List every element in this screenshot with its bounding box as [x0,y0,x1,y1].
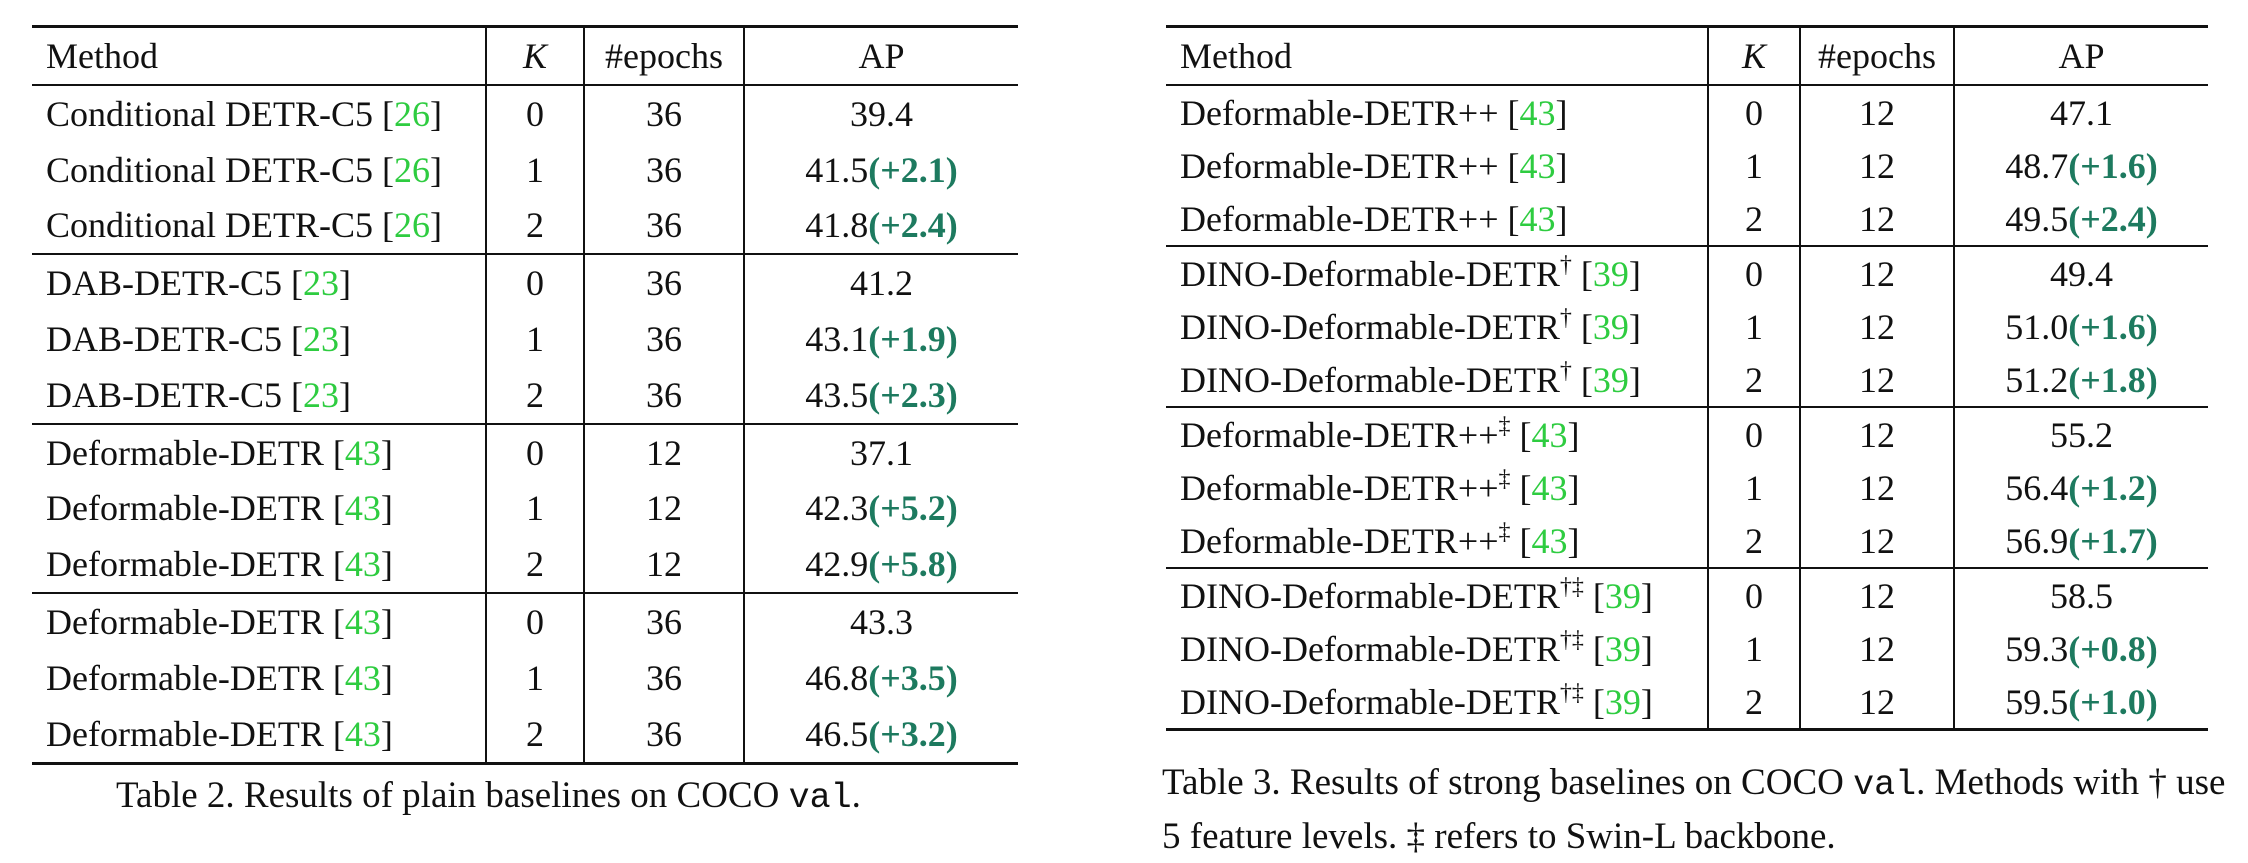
method-name: DINO-Deformable-DETR [1180,359,1560,400]
table-row [1166,461,2208,514]
caption-text: Table 2. Results of plain baselines on COCO [116,775,789,816]
k-cell: 2 [486,367,584,424]
ap-cell [744,85,1018,142]
table-2-caption [116,770,1016,824]
method-name: Deformable-DETR [46,657,324,698]
method-cell: DINO-Deformable-DETR† [39] [1166,246,1708,300]
ap-value: 42.3 [805,488,869,529]
k-cell: 0 [486,85,584,142]
method-cell: Deformable-DETR [43] [46,488,393,529]
caption-code: val [1853,765,1917,805]
epochs-cell: 36 [584,85,744,142]
ap-gain: (+2.4) [868,205,958,246]
caption-text: Table 3. Results of strong baselines on COCO [1162,762,1854,803]
method-cell: Deformable-DETR [43] [32,424,486,481]
method-name: DAB-DETR-C5 [46,374,282,415]
k-cell: 2 [486,198,584,255]
table-header-row [1166,27,2208,86]
ap-cell [744,481,1018,537]
citation-link: 43 [344,488,381,529]
table-row [32,367,1018,424]
ap-cell [1954,461,2208,514]
citation-link: 26 [394,93,430,134]
method-name: DINO-Deformable-DETR [1180,306,1560,347]
citation-link: 39 [1604,628,1641,669]
table-3-caption [1162,757,2248,863]
ap-cell [744,142,1018,198]
table-row [1166,192,2208,246]
ap-gain: (+1.8) [2068,359,2158,400]
table-row [32,311,1018,367]
method-cell: DINO-Deformable-DETR†‡ [39] [1180,626,1653,669]
ap-cell [1954,514,2208,568]
k-cell: 0 [486,424,584,481]
k-cell: 1 [486,481,584,537]
method-name: Deformable-DETR++ [1180,520,1499,561]
epochs-cell: 12 [1800,622,1954,675]
method-name: Deformable-DETR [46,432,324,473]
method-cell: DINO-Deformable-DETR†‡ [39] [1166,675,1708,730]
header-epochs: #epochs [584,27,744,86]
ap-value: 55.2 [2050,414,2113,455]
ap-gain: (+1.0) [2068,681,2158,722]
table-3 [1166,25,2208,731]
caption-text-end: . [851,775,861,816]
method-cell: Deformable-DETR++ [43] [1180,145,1568,186]
ap-cell [1954,246,2208,300]
ap-value: 43.1 [805,319,869,360]
table-row [32,424,1018,481]
ap-cell [744,593,1018,650]
k-cell: 2 [1708,192,1800,246]
k-cell: 0 [486,593,584,650]
ap-gain: (+2.3) [868,374,958,415]
ap-cell [744,650,1018,706]
ap-cell [1954,300,2208,353]
k-cell: 1 [486,311,584,367]
k-cell: 2 [486,706,584,763]
epochs-cell: 12 [1800,407,1954,461]
ap-value: 49.5 [2005,198,2069,239]
method-footnote-mark: † [1559,357,1572,384]
ap-value: 43.5 [805,374,869,415]
citation-link: 43 [1519,145,1556,186]
k-cell: 0 [486,254,584,311]
citation-link: 43 [1531,520,1568,561]
method-name: Deformable-DETR [46,544,324,585]
citation-link: 39 [1604,681,1641,722]
table-row [1166,675,2208,730]
citation-link: 23 [303,374,339,415]
method-cell: Deformable-DETR++‡ [43] [1180,465,1580,508]
ap-value: 41.8 [805,205,869,246]
k-cell: 0 [1708,246,1800,300]
citation-link: 43 [344,713,381,754]
ap-value: 56.4 [2005,467,2069,508]
method-name: Deformable-DETR [46,602,324,643]
header-epochs: #epochs [1800,27,1954,86]
ap-cell [1954,192,2208,246]
ap-gain: (+2.1) [868,149,958,190]
citation-link: 43 [344,657,381,698]
ap-cell [1954,407,2208,461]
ap-cell [1954,139,2208,192]
citation-link: 39 [1592,306,1629,347]
table-row [32,650,1018,706]
table-group [1166,85,2208,246]
k-cell: 2 [486,536,584,593]
ap-gain: (+5.8) [868,544,958,585]
citation-link: 39 [1592,359,1629,400]
table-row [1166,353,2208,407]
ap-value: 39.4 [850,93,913,134]
ap-gain: (+5.2) [868,488,958,529]
ap-cell [744,198,1018,255]
ap-cell [1954,622,2208,675]
table-row [1166,514,2208,568]
method-footnote-mark: † [1559,304,1572,331]
epochs-cell: 12 [1800,461,1954,514]
ap-gain: (+0.8) [2068,628,2158,669]
ap-value: 41.2 [850,263,913,304]
k-cell: 1 [486,650,584,706]
epochs-cell: 36 [584,706,744,763]
method-cell: Deformable-DETR++‡ [43] [1180,518,1580,561]
table-row [32,198,1018,255]
method-name: Deformable-DETR [46,488,324,529]
citation-link: 43 [344,544,381,585]
method-footnote-mark: †‡ [1559,626,1584,653]
ap-cell [744,367,1018,424]
ap-cell [744,311,1018,367]
ap-value: 51.0 [2005,306,2069,347]
method-cell: DAB-DETR-C5 [23] [32,254,486,311]
citation-link: 43 [344,432,381,473]
table-group [32,85,1018,254]
header-k: K [1708,27,1800,86]
citation-link: 43 [1519,198,1556,239]
ap-gain: (+1.6) [2068,145,2158,186]
table-row [1166,300,2208,353]
table-row [32,593,1018,650]
method-footnote-mark: † [1559,251,1572,278]
k-cell: 1 [1708,300,1800,353]
method-name: Conditional DETR-C5 [46,93,373,134]
table-row [1166,568,2208,622]
k-cell: 0 [1708,568,1800,622]
ap-value: 59.3 [2005,628,2069,669]
table-row [32,85,1018,142]
k-cell: 2 [1708,514,1800,568]
method-cell: DAB-DETR-C5 [23] [46,319,351,360]
ap-gain: (+2.4) [2068,198,2158,239]
ap-gain: (+3.2) [868,713,958,754]
citation-link: 43 [1531,467,1568,508]
method-name: DINO-Deformable-DETR [1180,253,1560,294]
header-ap: AP [1954,27,2208,86]
k-cell: 0 [1708,407,1800,461]
method-footnote-mark: ‡ [1498,518,1511,545]
method-name: DAB-DETR-C5 [46,263,282,304]
method-cell: Deformable-DETR [43] [46,657,393,698]
method-name: DINO-Deformable-DETR [1180,575,1560,616]
method-cell: DINO-Deformable-DETR† [39] [1180,304,1641,347]
epochs-cell: 36 [584,311,744,367]
method-cell: Deformable-DETR [43] [46,544,393,585]
ap-value: 58.5 [2050,575,2113,616]
epochs-cell: 12 [1800,246,1954,300]
ap-gain: (+1.9) [868,319,958,360]
epochs-cell: 12 [1800,139,1954,192]
table-row [1166,85,2208,139]
method-cell: Deformable-DETR++‡ [43] [1166,407,1708,461]
method-name: DINO-Deformable-DETR [1180,681,1560,722]
ap-value: 48.7 [2005,145,2069,186]
k-cell: 0 [1708,85,1800,139]
ap-value: 41.5 [805,149,869,190]
epochs-cell: 12 [584,536,744,593]
ap-value: 46.5 [805,713,869,754]
citation-link: 43 [1519,92,1556,133]
citation-link: 39 [1592,253,1629,294]
citation-link: 26 [394,149,430,190]
k-cell: 1 [1708,622,1800,675]
ap-gain: (+1.6) [2068,306,2158,347]
method-name: Deformable-DETR++ [1180,414,1499,455]
table-group [32,593,1018,763]
header-method: Method [1166,27,1708,86]
table-row [32,706,1018,763]
method-name: Conditional DETR-C5 [46,149,373,190]
ap-value: 59.5 [2005,681,2069,722]
method-name: DAB-DETR-C5 [46,319,282,360]
ap-cell [1954,568,2208,622]
method-name: Deformable-DETR++ [1180,145,1499,186]
ap-value: 43.3 [850,602,913,643]
method-cell: Conditional DETR-C5 [26] [46,93,442,134]
table-group [32,254,1018,423]
citation-link: 23 [303,263,339,304]
ap-cell [744,706,1018,763]
header-method: Method [32,27,486,86]
epochs-cell: 12 [1800,514,1954,568]
ap-value: 49.4 [2050,253,2113,294]
method-footnote-mark: †‡ [1559,573,1584,600]
method-name: Deformable-DETR++ [1180,198,1499,239]
method-cell: Conditional DETR-C5 [26] [46,149,442,190]
table-row [32,536,1018,593]
method-cell: Deformable-DETR [43] [32,706,486,763]
citation-link: 43 [344,602,381,643]
table-group [32,424,1018,593]
method-cell: Deformable-DETR [43] [32,593,486,650]
epochs-cell: 12 [584,481,744,537]
epochs-cell: 36 [584,593,744,650]
citation-link: 26 [394,205,430,246]
method-footnote-mark: ‡ [1498,412,1511,439]
caption-code: val [788,778,852,818]
k-cell: 1 [1708,139,1800,192]
method-name: DINO-Deformable-DETR [1180,628,1560,669]
method-cell: DINO-Deformable-DETR† [39] [1180,357,1641,400]
ap-value: 47.1 [2050,92,2113,133]
ap-value: 51.2 [2005,359,2069,400]
ap-value: 42.9 [805,544,869,585]
table-row [1166,622,2208,675]
method-cell: DAB-DETR-C5 [23] [46,374,351,415]
table-2 [32,25,1018,765]
k-cell: 2 [1708,675,1800,730]
method-name: Deformable-DETR [46,713,324,754]
header-k: K [486,27,584,86]
k-cell: 1 [1708,461,1800,514]
method-footnote-mark: ‡ [1498,465,1511,492]
table-row [32,142,1018,198]
header-ap: AP [744,27,1018,86]
epochs-cell: 12 [1800,353,1954,407]
table-row [1166,246,2208,300]
epochs-cell: 36 [584,198,744,255]
table-row [1166,407,2208,461]
method-footnote-mark: †‡ [1559,679,1584,706]
ap-cell [744,254,1018,311]
method-cell: Conditional DETR-C5 [26] [46,205,442,246]
ap-cell [744,536,1018,593]
epochs-cell: 12 [1800,675,1954,730]
method-cell: Deformable-DETR++ [43] [1180,198,1568,239]
epochs-cell: 12 [1800,192,1954,246]
epochs-cell: 36 [584,367,744,424]
epochs-cell: 12 [1800,568,1954,622]
method-cell: DINO-Deformable-DETR†‡ [39] [1166,568,1708,622]
epochs-cell: 36 [584,650,744,706]
ap-cell [744,424,1018,481]
table-row [1166,139,2208,192]
caption-text-end: . Methods with † use 5 feature levels. ‡ refers to Swin-L backbone. [1162,762,2226,857]
ap-cell [1954,85,2208,139]
table-group [1166,568,2208,730]
ap-cell [1954,675,2208,730]
epochs-cell: 12 [1800,85,1954,139]
k-cell: 2 [1708,353,1800,407]
citation-link: 43 [1531,414,1568,455]
citation-link: 23 [303,319,339,360]
epochs-cell: 12 [584,424,744,481]
table-group [1166,407,2208,568]
method-name: Conditional DETR-C5 [46,205,373,246]
table-header-row [32,27,1018,86]
epochs-cell: 12 [1800,300,1954,353]
epochs-cell: 36 [584,254,744,311]
ap-gain: (+1.2) [2068,467,2158,508]
ap-value: 37.1 [850,432,913,473]
epochs-cell: 36 [584,142,744,198]
ap-gain: (+1.7) [2068,520,2158,561]
ap-value: 46.8 [805,657,869,698]
ap-cell [1954,353,2208,407]
table-row [32,481,1018,537]
method-cell: Deformable-DETR++ [43] [1180,92,1568,133]
table-row [32,254,1018,311]
method-name: Deformable-DETR++ [1180,92,1499,133]
citation-link: 39 [1604,575,1641,616]
ap-value: 56.9 [2005,520,2069,561]
k-cell: 1 [486,142,584,198]
table-group [1166,246,2208,407]
ap-gain: (+3.5) [868,657,958,698]
method-name: Deformable-DETR++ [1180,467,1499,508]
